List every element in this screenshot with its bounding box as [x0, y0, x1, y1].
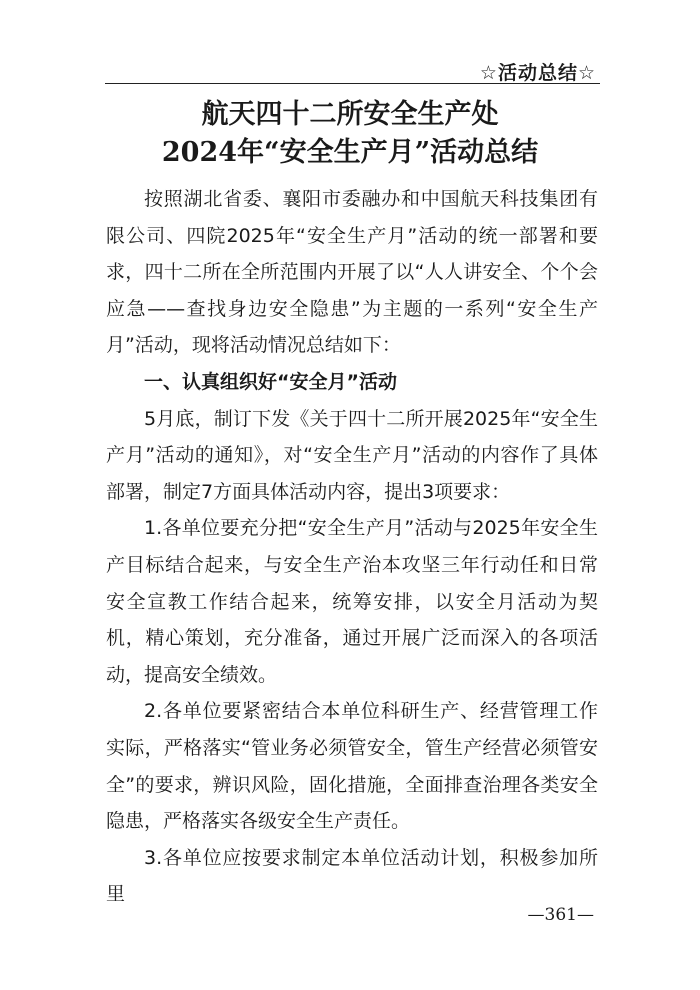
header-tag: ☆活动总结☆	[479, 62, 596, 84]
header-divider	[105, 83, 600, 84]
paragraph: 5月底，制订下发《关于四十二所开展2025年“安全生产月”活动的通知》，对“安全生产月”活动的内容作了具体部署，制定7方面具体活动内容，提出3项要求：	[106, 407, 598, 503]
section-heading: 一、认真组织好“安全月”活动	[144, 370, 397, 393]
list-item: 3.各单位应按要求制定本单位活动计划，积极参加所里	[106, 846, 598, 906]
intro-paragraph: 按照湖北省委、襄阳市委融办和中国航天科技集团有限公司、四院2025年“安全生产月”活动的统一部署和要求，四十二所在全所范围内开展了以“人人讲安全、个个会应急——查找身边安全隐患”为主题的一系列“安全生产月”活动，现将活动情况总结如下：	[106, 188, 598, 357]
body-text	[106, 181, 598, 913]
list-item: 2.各单位要紧密结合本单位科研生产、经营管理工作实际，严格落实“管业务必须管安全，管生产经营必须管安全”的要求，辨识风险，固化措施，全面排查治理各类安全隐患，严格落实各级安全生产责任。	[106, 700, 598, 833]
page-number: —361—	[527, 905, 594, 925]
title-line-2: 2024年“安全生产月”活动总结	[161, 137, 539, 168]
title-line-1: 航天四十二所安全生产处	[201, 99, 499, 130]
list-item: 1.各单位要充分把“安全生产月”活动与2025年安全生产目标结合起来，与安全生产治本攻坚三年行动任和日常安全宣教工作结合起来，统筹安排，以安全月活动为契机，精心策划，充分准备，通过开展广泛而深入的各项活动，提高安全绩效。	[106, 517, 598, 686]
